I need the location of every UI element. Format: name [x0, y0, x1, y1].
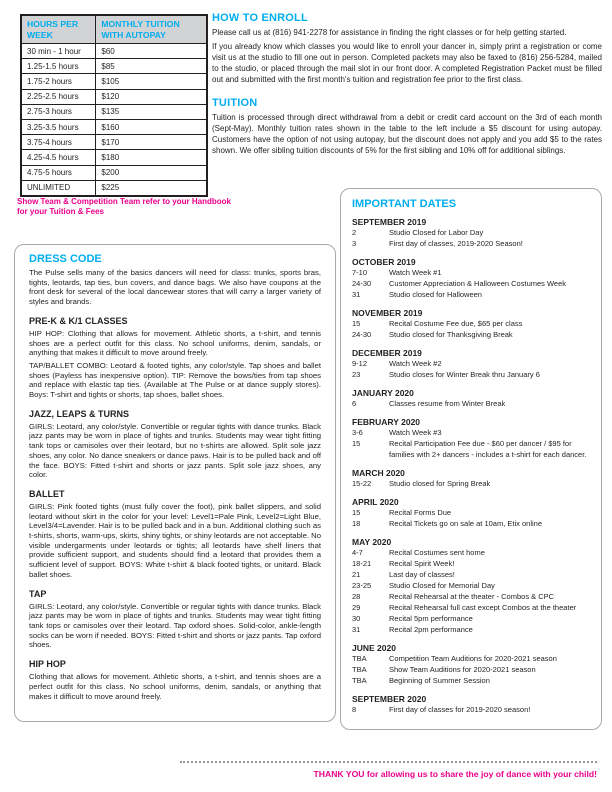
important-dates-title: IMPORTANT DATES: [352, 198, 457, 210]
event-text: Recital Tickets go on sale at 10am, Etix online: [389, 519, 542, 528]
table-row: [21, 74, 207, 89]
tuition-cell: $85: [96, 59, 207, 74]
date-value: 15: [352, 319, 361, 328]
date-item: [352, 358, 590, 369]
table-row: [21, 89, 207, 104]
month-name: MAY 2020: [352, 537, 392, 547]
date-value: 31: [352, 625, 361, 634]
date-item: [352, 653, 590, 664]
tuition-cell: $105: [96, 74, 207, 89]
hours-cell: UNLIMITED: [21, 180, 96, 196]
event-text: Recital Costumes sent home: [389, 548, 485, 557]
month-section-june-2020: [352, 643, 590, 686]
date-item: [352, 704, 590, 715]
table-row: [21, 59, 207, 74]
hours-cell: 1.25-1.5 hours: [21, 59, 96, 74]
date-item: [352, 427, 590, 438]
hours-cell: 30 min - 1 hour: [21, 44, 96, 59]
tuition-pricing-table: [20, 14, 208, 197]
event-text: Recital Spirit Week!: [389, 559, 455, 568]
date-item: [352, 329, 590, 340]
col-header-hours: HOURS PER WEEK: [21, 15, 96, 44]
col-header-tuition: MONTHLY TUITION WITH AUTOPAY: [96, 15, 207, 44]
date-value: 4-7: [352, 548, 363, 557]
enroll-paragraph-2: If you already know which classes you would like to enroll your dancer in, simply print a registration or come visit us at the studio to fill one out in person. Completed packets may also be faxed to (816) 256-5284, mailed to the studio, or placed through the mail slot in our front door. A completed Registration Packet must be filled out and submitted with the first month's tuition and registration fee prior to the first class.: [212, 42, 602, 84]
date-value: 18: [352, 519, 361, 528]
month-name: OCTOBER 2019: [352, 257, 416, 267]
event-text: Studio Closed for Memorial Day: [389, 581, 495, 590]
show-team-note: Show Team & Competition Team refer to your Handbook for your Tuition & Fees: [17, 197, 231, 216]
event-text: Last day of classes!: [389, 570, 455, 579]
date-item: [352, 547, 590, 558]
date-item: [352, 289, 590, 300]
date-value: 7-10: [352, 268, 368, 277]
date-value: 15: [352, 439, 361, 448]
event-text: Competition Team Auditions for 2020-2021 season: [389, 654, 557, 663]
event-text: Recital 2pm performance: [389, 625, 473, 634]
event-text: Studio closed for Halloween: [389, 290, 482, 299]
month-name: JUNE 2020: [352, 643, 396, 653]
date-value: 18-21: [352, 559, 372, 568]
event-text: First day of classes, 2019-2020 Season!: [389, 239, 523, 248]
date-value: 15-22: [352, 479, 372, 488]
month-name: NOVEMBER 2019: [352, 308, 423, 318]
enroll-tuition-column: [212, 12, 602, 156]
table-row: [21, 135, 207, 150]
tuition-cell: $120: [96, 89, 207, 104]
dotted-divider: [180, 761, 597, 763]
month-name: APRIL 2020: [352, 497, 399, 507]
event-text: Watch Week #3: [389, 428, 442, 437]
event-text: Recital Costume Fee due, $65 per class: [389, 319, 523, 328]
date-item: [352, 267, 590, 278]
tuition-title: TUITION: [212, 97, 258, 109]
month-section-march-2020: [352, 468, 590, 489]
date-item: [352, 675, 590, 686]
date-item: [352, 613, 590, 624]
table-row: [21, 165, 207, 180]
date-item: [352, 624, 590, 635]
month-name: FEBRUARY 2020: [352, 417, 421, 427]
tuition-paragraph: Tuition is processed through direct withdrawal from a debit or credit card account on the 3rd of each month (Sept-May). Monthly tuition rates shown in the table to the left include a $5 discount for using autopay. Customers have the option of not using autopay, but the discount does not apply and you add $5 to the rates shown. We offer sibling tuition discounts of 5% for the first sibling and 10% off for additional siblings.: [212, 113, 602, 155]
dress-section-paragraph: TAP/BALLET COMBO: Leotard & footed tights, any color/style. Tap shoes and ballet shoes (Payless has inexpensive option). TIP: Remove the bows/ties from tap shoes and replace with elastic tap ties. (Available at The Pulse or at dance supply stores). Boys: T-shirt and tights or shorts, tap shoes, ballet shoes.: [29, 360, 321, 400]
date-value: 3-6: [352, 428, 363, 437]
date-item: [352, 318, 590, 329]
date-value: TBA: [352, 654, 367, 663]
table-row: [21, 180, 207, 196]
month-section-february-2020: [352, 417, 590, 460]
date-item: [352, 227, 590, 238]
dress-code-box: [14, 244, 336, 722]
dress-section-jazz-leaps-turns: [29, 409, 321, 480]
date-value: 8: [352, 705, 357, 714]
important-dates-box: [340, 188, 602, 730]
date-item: [352, 398, 590, 409]
date-item: [352, 369, 590, 380]
date-value: TBA: [352, 665, 367, 674]
month-name: JANUARY 2020: [352, 388, 414, 398]
hours-cell: 2.75-3 hours: [21, 104, 96, 119]
month-section-november-2019: [352, 308, 590, 340]
tuition-cell: $60: [96, 44, 207, 59]
event-text: Studio closed for Spring Break: [389, 479, 491, 488]
date-value: 24-30: [352, 330, 372, 339]
dress-section-ballet: [29, 489, 321, 580]
date-value: 15: [352, 508, 361, 517]
date-value: 31: [352, 290, 361, 299]
tuition-cell: $225: [96, 180, 207, 196]
tuition-cell: $180: [96, 150, 207, 165]
dress-section-paragraph: HIP HOP: Clothing that allows for movement. Athletic shorts, a t-shirt, and tennis shoes are a perfect outfit for this class. No school uniforms, denim, sandals, or anything that makes it difficult to move around freely.: [29, 328, 321, 358]
enroll-paragraph-1: Please call us at (816) 941-2278 for assistance in finding the right classes or for help getting started.: [212, 28, 567, 37]
event-text: Customer Appreciation & Halloween Costumes Week: [389, 279, 567, 288]
month-name: MARCH 2020: [352, 468, 405, 478]
table-row: [21, 104, 207, 119]
hours-cell: 2.25-2.5 hours: [21, 89, 96, 104]
dress-section-heading: TAP: [29, 588, 47, 599]
hours-cell: 1.75-2 hours: [21, 74, 96, 89]
date-item: [352, 278, 590, 289]
dress-section-heading: HIP HOP: [29, 659, 66, 670]
date-item: [352, 591, 590, 602]
date-value: 2: [352, 228, 357, 237]
hours-cell: 3.75-4 hours: [21, 135, 96, 150]
table-row: [21, 119, 207, 134]
event-text: Classes resume from Winter Break: [389, 399, 506, 408]
table-row: [21, 150, 207, 165]
date-value: 9-12: [352, 359, 368, 368]
dress-code-intro: The Pulse sells many of the basics dancers will need for class: trunks, sports bras, tights, leotards, tap ties, bun covers, and dance bags. We also have coupons at the front desk for several of the local dancewear stores that will carry a larger variety of styles and brands.: [29, 268, 321, 307]
date-value: 30: [352, 614, 361, 623]
date-item: [352, 569, 590, 580]
event-text: Recital Forms Due: [389, 508, 452, 517]
event-text: Studio Closed for Labor Day: [389, 228, 484, 237]
table-header-row: [21, 15, 207, 44]
dress-section-paragraph: GIRLS: Pink footed tights (must fully cover the foot), pink ballet slippers, and solid leotard without skirt in the color for your level: Level1=Pale Pink, Level2=Light Blue, Level3/4=Lavender. Hair is to be pulled back and in a bun. Additional clothing such as t-shirts, shorts, warm-ups, skirts, shiny tights, or shiny leotards are not acceptable. No visible undergarments under leotards or tights; all leotards have shelf liners that provide sufficient support, and students should find a leotard that provides them a sufficient level of support. BOYS: White t-shirt & black footed tights, or unitard. Black ballet shoes.: [29, 501, 321, 579]
tuition-cell: $200: [96, 165, 207, 180]
month-section-september-2019: [352, 217, 590, 249]
dress-code-title: DRESS CODE: [29, 253, 102, 265]
dress-section-heading: JAZZ, LEAPS & TURNS: [29, 408, 130, 419]
month-name: SEPTEMBER 2019: [352, 217, 427, 227]
date-value: 6: [352, 399, 357, 408]
tuition-cell: $135: [96, 104, 207, 119]
date-value: 23-25: [352, 581, 372, 590]
event-text: Studio closes for Winter Break thru January 6: [389, 370, 540, 379]
date-value: 3: [352, 239, 357, 248]
month-section-october-2019: [352, 257, 590, 300]
event-text: Watch Week #1: [389, 268, 442, 277]
date-item: [352, 602, 590, 613]
event-text: Recital Participation Fee due - $60 per dancer / $95 for families with 2+ dancers - includes a t-shirt for each dancer.: [389, 439, 587, 459]
event-text: First day of classes for 2019-2020 season!: [389, 705, 531, 714]
date-value: TBA: [352, 676, 367, 685]
event-text: Recital Rehearsal at the theater - Combos & CPC: [389, 592, 555, 601]
date-item: [352, 664, 590, 675]
dress-section-pre-k: [29, 316, 321, 400]
dress-section-paragraph: Clothing that allows for movement. Athletic shorts, a t-shirt, and tennis shoes are a perfect outfit for this class. No school uniforms, denim, sandals, or anything that makes it difficult to move around freely.: [29, 672, 321, 701]
month-name: SEPTEMBER 2020: [352, 694, 427, 704]
date-value: 23: [352, 370, 361, 379]
month-section-may-2020: [352, 537, 590, 635]
dress-section-hip-hop: [29, 659, 321, 701]
hours-cell: 4.75-5 hours: [21, 165, 96, 180]
event-text: Show Team Auditions for 2020-2021 season: [389, 665, 536, 674]
date-value: 28: [352, 592, 361, 601]
how-to-enroll-title: HOW TO ENROLL: [212, 12, 308, 24]
date-value: 29: [352, 603, 361, 612]
dress-section-paragraph: GIRLS: Leotard, any color/style. Convertible or regular tights with dance trunks. Black jazz pants may be worn in place of tights and trunks. Students may wear tight fitting tank tops or camisoles over their leotard, but no t-shirts are allowed. Split sole jazz shoes, any color. No dance sneakers or dance paws. Hair is to be pulled back and off the face. BOYS: Fitted t-shirt and shorts or jazz pants. Split sole jazz shoes, any color.: [29, 421, 321, 480]
event-text: Studio closed for Thanksgiving Break: [389, 330, 513, 339]
event-text: Recital Rehearsal full cast except Combos at the theater: [389, 603, 577, 612]
table-row: [21, 44, 207, 59]
date-value: 24-30: [352, 279, 372, 288]
date-item: [352, 507, 590, 518]
month-section-april-2020: [352, 497, 590, 529]
date-item: [352, 478, 590, 489]
month-section-december-2019: [352, 348, 590, 380]
date-value: 21: [352, 570, 361, 579]
date-item: [352, 238, 590, 249]
event-text: Beginning of Summer Session: [389, 676, 490, 685]
dress-section-paragraph: GIRLS: Leotard, any color/style. Convertible or regular tights with dance trunks. Black jazz pants may be worn in place of tights and trunks. Students may wear tight fitting tank tops or camisoles over their leotard. Tap oxford shoes. Solid-color, ankle-length socks can be worn if needed. BOYS: Fitted t-shirt and shorts or jazz pants. Tap oxford shoes.: [29, 601, 321, 650]
date-item: [352, 518, 590, 529]
month-section-september-2020: [352, 694, 590, 715]
date-item: [352, 438, 590, 460]
hours-cell: 4.25-4.5 hours: [21, 150, 96, 165]
hours-cell: 3.25-3.5 hours: [21, 119, 96, 134]
event-text: Watch Week #2: [389, 359, 442, 368]
dress-section-heading: BALLET: [29, 488, 65, 499]
thank-you-message: THANK YOU for allowing us to share the joy of dance with your child!: [313, 769, 597, 779]
date-item: [352, 558, 590, 569]
event-text: Recital 5pm performance: [389, 614, 473, 623]
dress-section-tap: [29, 589, 321, 651]
tuition-cell: $160: [96, 119, 207, 134]
date-item: [352, 580, 590, 591]
month-section-january-2020: [352, 388, 590, 409]
tuition-cell: $170: [96, 135, 207, 150]
month-name: DECEMBER 2019: [352, 348, 422, 358]
dress-section-heading: PRE-K & K/1 CLASSES: [29, 315, 128, 326]
